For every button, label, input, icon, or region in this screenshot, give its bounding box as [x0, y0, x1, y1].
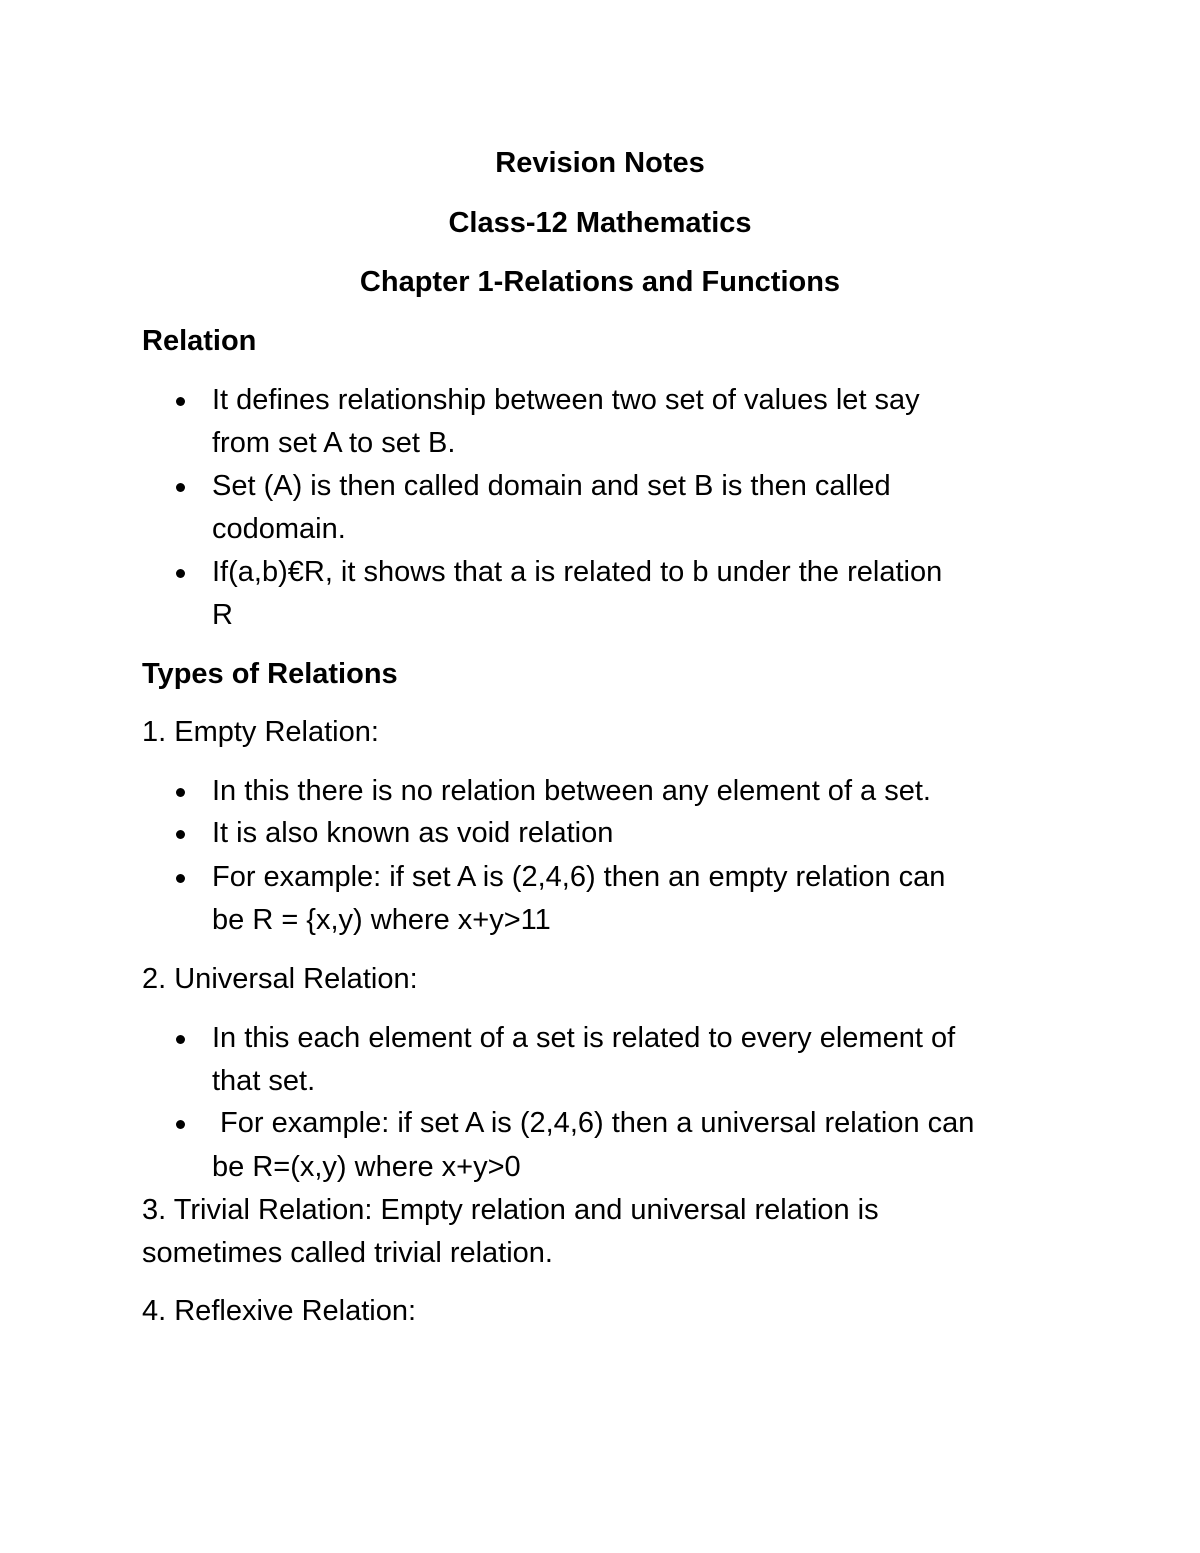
relation-bullet-2-line-2: codomain. — [212, 513, 346, 545]
empty-bullet-1: In this there is no relation between any element of a set. — [212, 775, 931, 807]
relation-bullet-1-line-2: from set A to set B. — [212, 427, 456, 459]
universal-relation-title: 2. Universal Relation: — [142, 963, 418, 995]
bullet-dot — [176, 1035, 185, 1044]
universal-bullet-1-line-1: In this each element of a set is related to every element of — [212, 1022, 956, 1054]
reflexive-relation-title: 4. Reflexive Relation: — [142, 1295, 417, 1327]
universal-bullet-2-line-2: be R=(x,y) where x+y>0 — [212, 1151, 521, 1183]
relation-heading: Relation — [142, 325, 257, 357]
bullet-dot — [176, 397, 185, 406]
empty-bullet-2: It is also known as void relation — [212, 817, 614, 849]
types-heading: Types of Relations — [142, 658, 398, 690]
bullet-dot — [176, 830, 185, 839]
bullet-dot — [176, 788, 185, 797]
universal-bullet-1-line-2: that set. — [212, 1065, 316, 1097]
relation-bullet-3-line-1: If(a,b)€R, it shows that a is related to b under the relation — [212, 556, 943, 588]
trivial-relation-line-2: sometimes called trivial relation. — [142, 1237, 553, 1269]
bullet-dot — [176, 569, 185, 578]
bullet-dot — [176, 874, 185, 883]
trivial-relation-line-1: 3. Trivial Relation: Empty relation and universal relation is — [142, 1194, 879, 1226]
universal-bullet-2-line-1: For example: if set A is (2,4,6) then a universal relation can — [212, 1107, 975, 1139]
bullet-dot — [176, 483, 185, 492]
relation-bullet-3-line-2: R — [212, 599, 233, 631]
relation-bullet-1-line-1: It defines relationship between two set of values let say — [212, 384, 920, 416]
document-subtitle: Class-12 Mathematics — [448, 207, 752, 239]
relation-bullet-2-line-1: Set (A) is then called domain and set B is then called — [212, 470, 891, 502]
document-title: Revision Notes — [495, 147, 705, 179]
empty-bullet-3-line-1: For example: if set A is (2,4,6) then an empty relation can — [212, 861, 946, 893]
chapter-title: Chapter 1-Relations and Functions — [359, 266, 841, 298]
empty-relation-title: 1. Empty Relation: — [142, 716, 379, 748]
bullet-dot — [176, 1120, 185, 1129]
empty-bullet-3-line-2: be R = {x,y) where x+y>11 — [212, 904, 551, 936]
